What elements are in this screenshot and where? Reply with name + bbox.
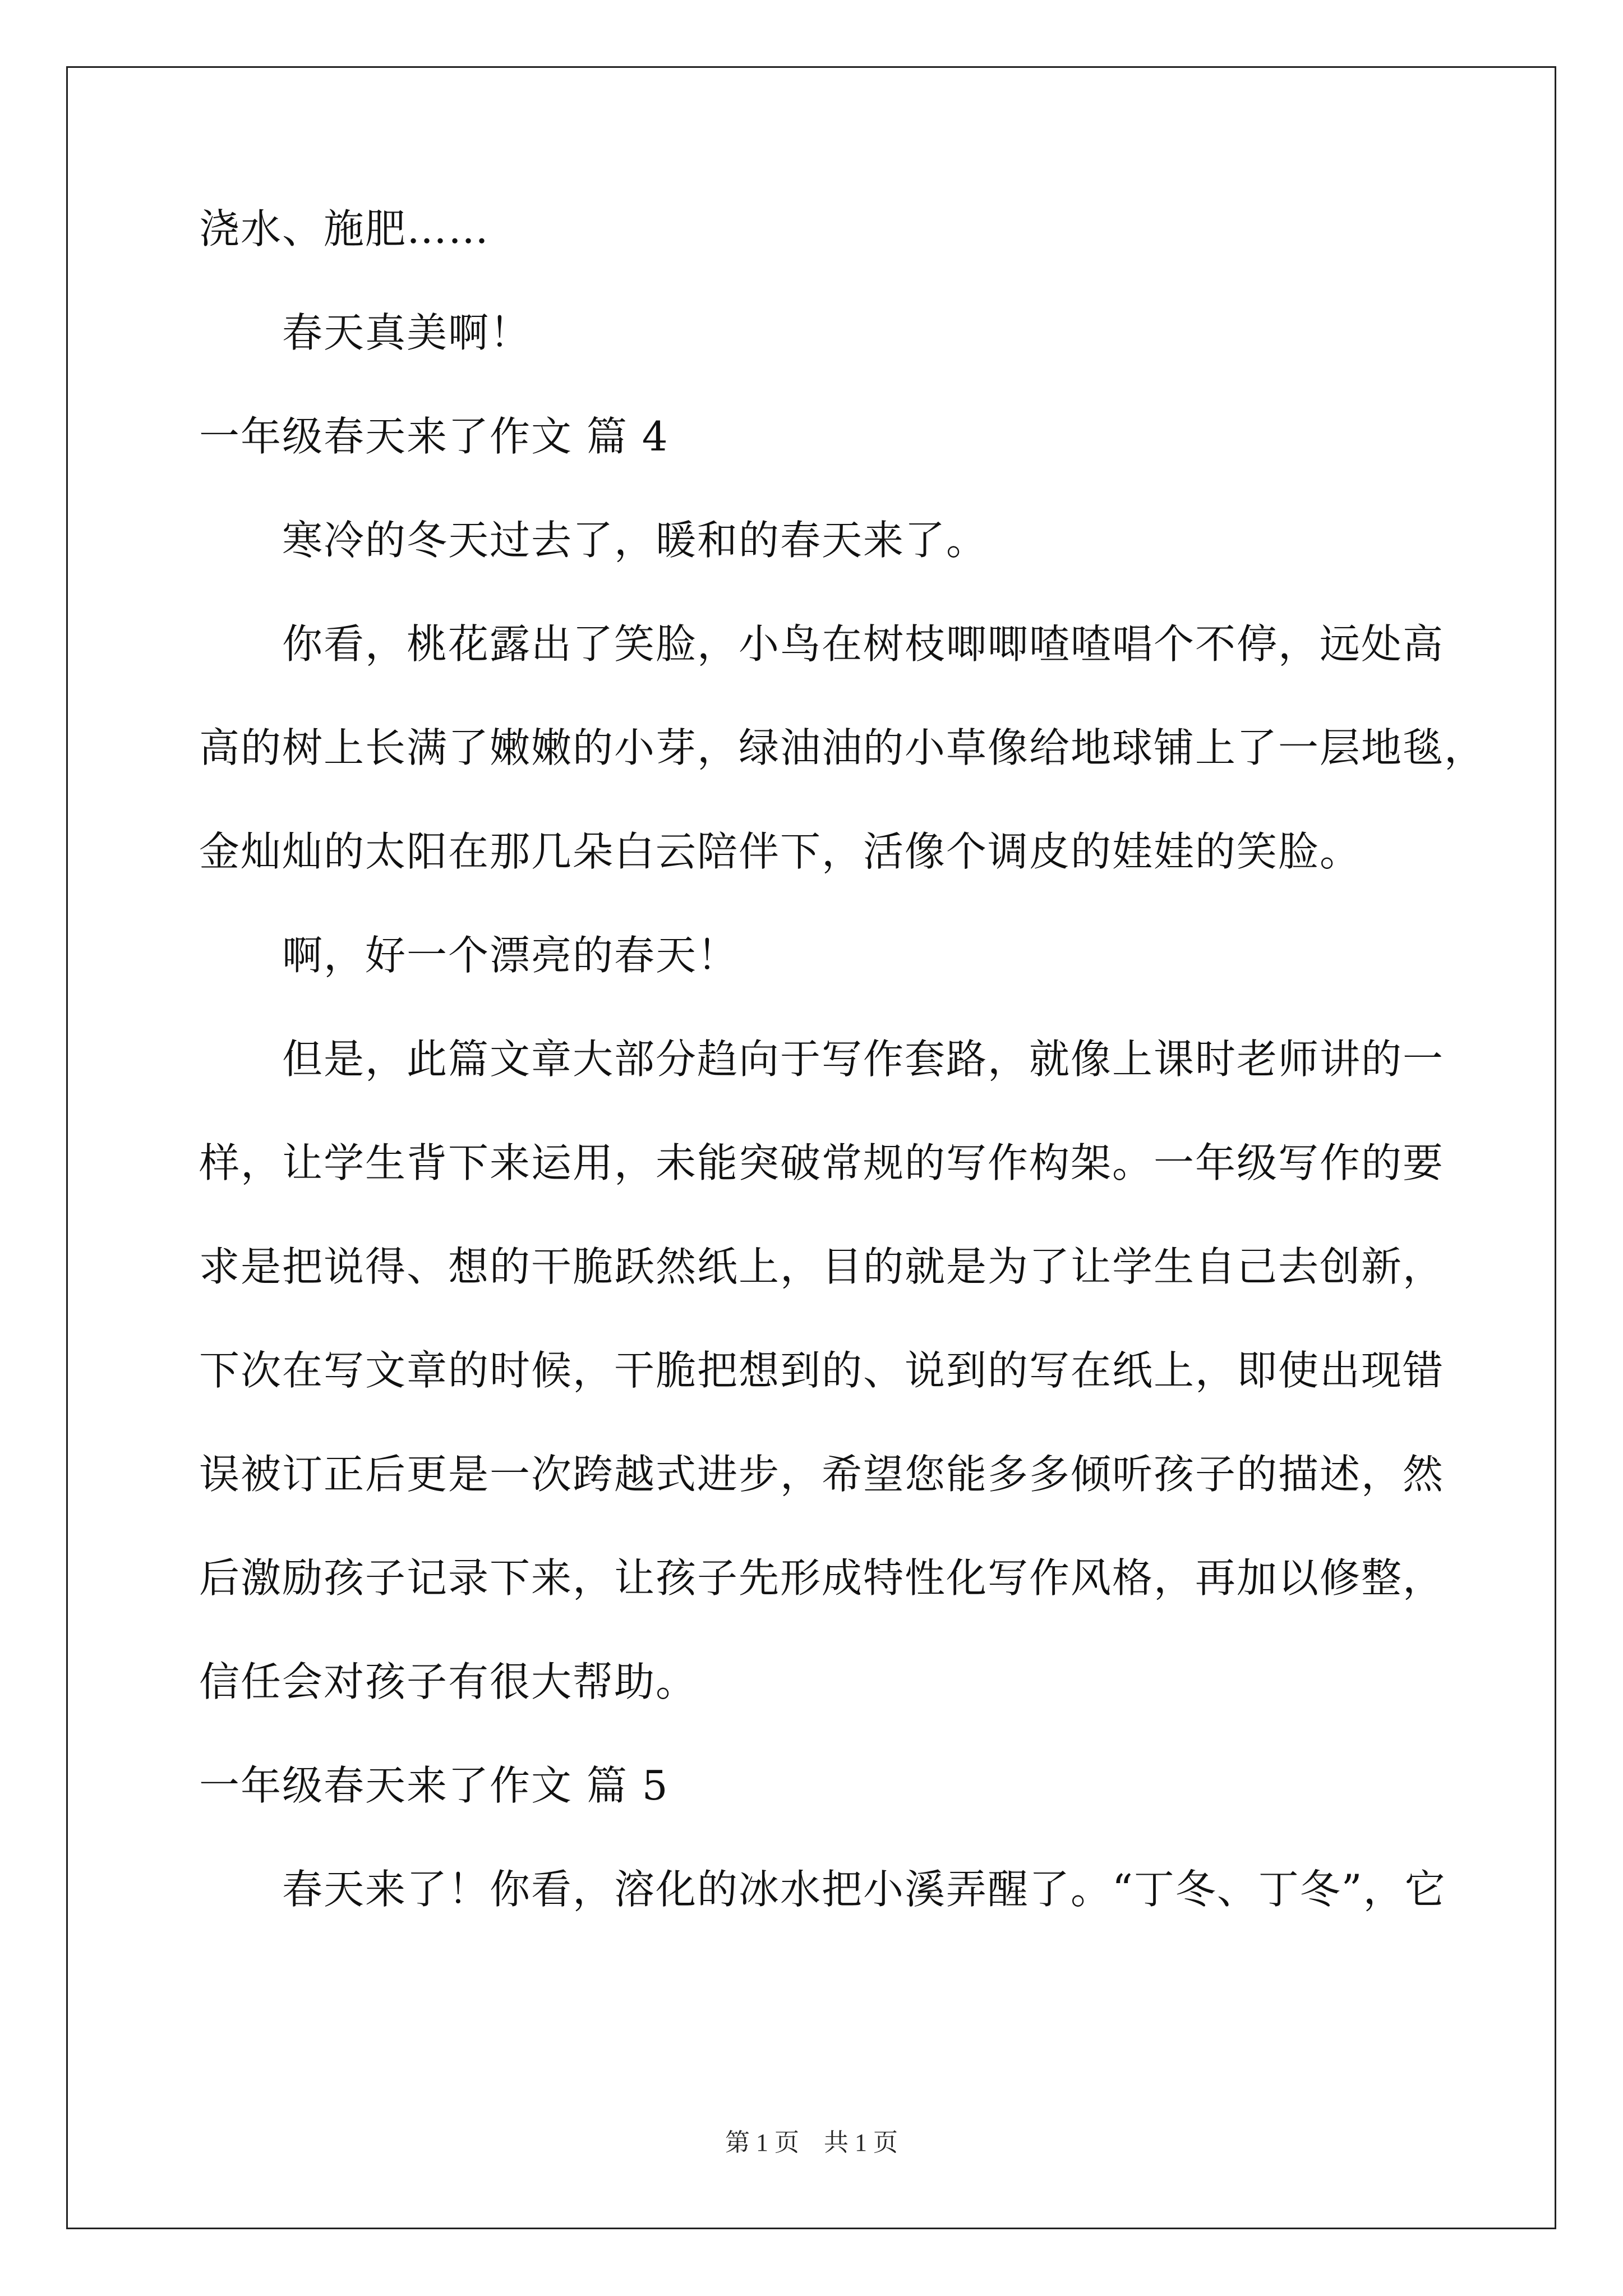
text-line: 浇水、施肥…… [199, 205, 490, 252]
section-heading: 一年级春天来了作文 篇 4 [199, 413, 669, 460]
section-heading: 一年级春天来了作文 篇 5 [199, 1762, 669, 1809]
text-line: 春天来了！你看，溶化的冰水把小溪弄醒了。“丁冬、丁冬”，它 [282, 1866, 1446, 1913]
text-line: 啊，好一个漂亮的春天！ [282, 932, 739, 979]
text-line: 误被订正后更是一次跨越式进步，希望您能多多倾听孩子的描述，然 [199, 1451, 1445, 1498]
text-line: 后激励孩子记录下来，让孩子先形成特性化写作风格，再加以修整， [199, 1554, 1445, 1602]
text-line: 下次在写文章的时候，干脆把想到的、说到的写在纸上，即使出现错 [199, 1347, 1445, 1394]
page-number-footer: 第 1 页 共 1 页 [725, 2129, 898, 2156]
text-line: 高的树上长满了嫩嫩的小芽，绿油油的小草像给地球铺上了一层地毯， [199, 724, 1486, 771]
text-line: 春天真美啊！ [282, 309, 532, 356]
text-line: 求是把说得、想的干脆跃然纸上，目的就是为了让学生自己去创新， [199, 1243, 1445, 1290]
text-line: 样，让学生背下来运用，未能突破常规的写作构架。一年级写作的要 [199, 1139, 1445, 1186]
text-line: 你看，桃花露出了笑脸，小鸟在树枝唧唧喳喳唱个不停，远处高 [282, 620, 1445, 668]
text-line: 寒冷的冬天过去了，暖和的春天来了。 [282, 517, 988, 564]
text-line: 但是，此篇文章大部分趋向于写作套路，就像上课时老师讲的一 [282, 1036, 1445, 1083]
text-line: 信任会对孩子有很大帮助。 [199, 1658, 698, 1705]
text-line: 金灿灿的太阳在那几朵白云陪伴下，活像个调皮的娃娃的笑脸。 [199, 828, 1362, 875]
